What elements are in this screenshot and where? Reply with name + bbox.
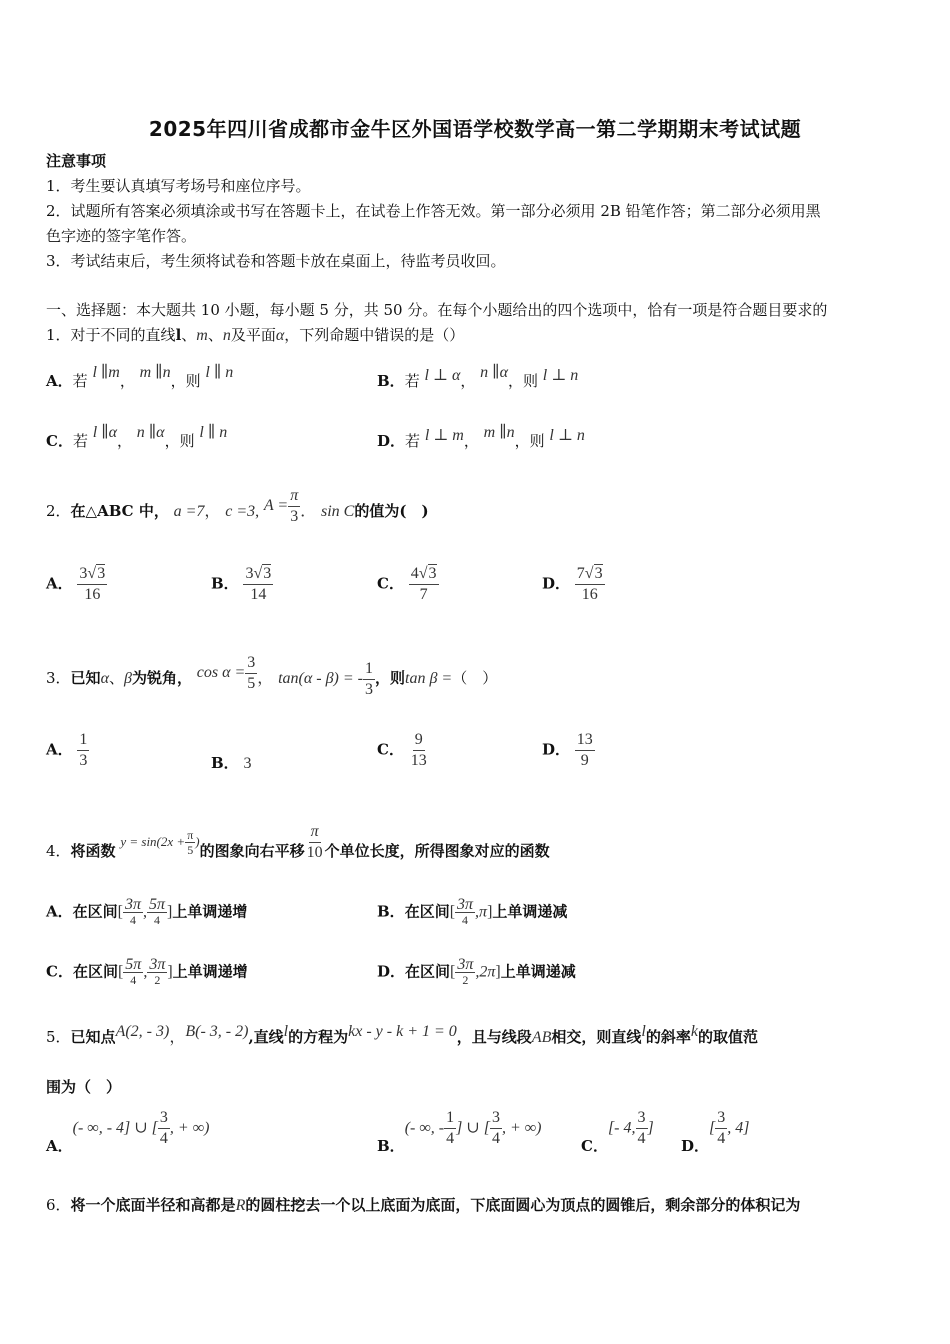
option-label: D． (542, 740, 571, 759)
math-expr: sin C (321, 503, 355, 520)
math-expr: l ∥α (92, 424, 117, 441)
option-text: 上单调递减 (500, 962, 576, 981)
q3-option-a[interactable] (46, 730, 89, 771)
q3-text: 已知 (70, 669, 101, 687)
math-expr: α (100, 670, 109, 687)
math-expr: R (235, 1197, 246, 1214)
option-text: 若 (72, 432, 88, 450)
math-expr: (- ∞, - 4] ∪ [ (72, 1119, 158, 1137)
option-text: 在区间 (72, 902, 118, 921)
option-label: D． (681, 1136, 710, 1155)
q1-option-b[interactable] (377, 364, 579, 395)
q2-option-c[interactable]: C． $\frac{4√3}{7}$ (377, 565, 437, 603)
frac-num: 3π (457, 956, 474, 973)
q4-text: 将函数 (70, 842, 116, 860)
question-5-stem: 5．已知点A(2, - 3)，B(- 3, - 2),直线l的方程为kx - y - k + 1 = 0，且与线段AB相交，则直线l的斜率k的取值范 (46, 1023, 758, 1046)
math-expr: A = (263, 497, 289, 514)
q2-option-d[interactable]: D． $\frac{7√3}{16}$ (542, 565, 603, 603)
q2-option-b[interactable]: B． $\frac{3√3}{14}$ (211, 565, 272, 603)
option-value: 3 (243, 755, 252, 772)
q4-number: 4． (46, 842, 71, 860)
frac-den: 4 (637, 1130, 646, 1147)
math-expr: l (283, 1023, 289, 1040)
option-text: 若 (404, 372, 420, 390)
q5-text: 的取值范 (697, 1028, 758, 1046)
option-text: ，则 (507, 372, 538, 390)
frac-num: 1 (444, 1108, 456, 1129)
frac-num: 3 (636, 1108, 648, 1129)
math-expr: l ∥ n (199, 424, 228, 441)
math-expr: n ∥α (136, 424, 165, 441)
frac-den: 4 (159, 1130, 168, 1147)
frac-num: 9 (413, 730, 425, 751)
math-expr: n ∥α (480, 364, 508, 381)
math-expr: l ⊥ α (424, 367, 461, 384)
q1-sep: 、 (207, 326, 223, 344)
math-expr: k (690, 1023, 698, 1040)
question-1-stem (46, 322, 464, 349)
frac-den: 5 (247, 674, 256, 692)
option-text: 在区间 (72, 962, 118, 981)
frac-num: 3 (715, 1108, 727, 1129)
q5-option-a[interactable] (46, 1108, 210, 1155)
q3-number: 3． (46, 669, 71, 687)
q5-option-d[interactable] (681, 1108, 750, 1155)
frac-num: 3π (149, 956, 166, 973)
notice-heading: 注意事项 (46, 152, 107, 170)
option-label: D． (377, 962, 406, 981)
math-expr: π (479, 903, 488, 921)
math-expr: c =3 (225, 503, 256, 520)
option-label: C． (377, 740, 404, 759)
q1-text: 对于不同的直线 (70, 326, 176, 344)
frac-coef: 7 (576, 565, 585, 582)
frac-den: 2 (154, 973, 161, 987)
q1-text: ，下列命题中错误的是（） (284, 326, 465, 344)
math-expr: kx - y - k + 1 = 0 (348, 1023, 457, 1040)
frac-den: 4 (491, 1130, 500, 1147)
punct: 、 (108, 669, 124, 687)
q5-text: ,直线 (248, 1028, 284, 1046)
q4-option-a[interactable]: A．在区间[ $\frac{3\pi}{4}$ , $\frac{5\pi}{4}$ ]上单调递增 (46, 896, 248, 927)
notice-item: 2．试题所有答案必须填涂或书写在答题卡上，在试卷上作答无效。第一部分必须用 2B 铅笔作答；第二部分必须用黑 (46, 202, 821, 220)
q1-sep: 、 (181, 326, 197, 344)
math-expr: [ (709, 1119, 716, 1137)
frac-num: π (288, 486, 300, 507)
option-label: A． (46, 740, 73, 759)
math-expr: ] ∪ [ (456, 1119, 490, 1137)
q5-text: 已知点 (70, 1028, 116, 1046)
frac-num: 3 (490, 1108, 502, 1129)
q3-text: 为锐角， (131, 669, 192, 687)
q1-l: l (175, 326, 182, 344)
frac-rad: 3 (97, 565, 106, 582)
frac-num: 3 (245, 653, 257, 674)
punct: ， (460, 372, 476, 390)
frac-den: 9 (580, 752, 589, 769)
math-expr: y = sin(2x + (120, 834, 186, 849)
option-label: C． (581, 1136, 608, 1155)
q5-text: ，且与线段 (456, 1028, 532, 1046)
q1-option-d[interactable] (377, 424, 585, 455)
q1-option-a[interactable] (46, 364, 234, 395)
q6-text: 的圆柱挖去一个以上底面为底面，下底面圆心为顶点的圆锥后，剩余部分的体积记为 (245, 1196, 801, 1214)
frac-den: 16 (84, 586, 101, 603)
frac-den: 4 (129, 913, 136, 927)
notice-item: 色字迹的签字笔作答。 (46, 227, 197, 245)
frac-rad: 3 (428, 565, 437, 582)
frac-den: 4 (130, 973, 137, 987)
q2-option-a[interactable]: A． $\frac{3√3}{16}$ (46, 565, 106, 603)
notice-item: 1．考生要认真填写考场号和座位序号。 (46, 177, 311, 195)
q5-number: 5． (46, 1028, 71, 1046)
math-expr: l ∥m (92, 364, 120, 381)
question-6-stem (46, 1192, 800, 1219)
math-expr: l ⊥ m (424, 427, 464, 444)
option-label: A． (46, 574, 73, 593)
frac-den: 13 (410, 752, 427, 769)
frac-num: 5π (149, 896, 166, 913)
q1-option-c[interactable] (46, 424, 228, 455)
option-label: D． (377, 432, 406, 450)
q2-text: 的值为( ) (354, 502, 429, 520)
question-4-stem (46, 815, 550, 877)
option-text: 若 (72, 372, 88, 390)
frac-den: 7 (419, 586, 428, 603)
frac-rad: 3 (594, 565, 603, 582)
math-expr: [- 4, (607, 1119, 636, 1137)
frac-den: 3 (79, 752, 88, 769)
frac-coef: 3 (245, 565, 254, 582)
option-text: 上单调递增 (172, 962, 248, 981)
q3-option-b[interactable] (211, 750, 251, 777)
math-expr: m ∥n (139, 364, 171, 381)
frac-num: 5π (125, 956, 142, 973)
option-label: C． (46, 962, 73, 981)
q3-option-c[interactable] (377, 730, 429, 771)
frac-den: 4 (154, 913, 160, 927)
frac-den: 2 (462, 973, 469, 987)
notice-item: 3．考试结束后，考生须将试卷和答题卡放在桌面上，待监考员收回。 (46, 252, 506, 270)
math-expr: cos α = (196, 664, 246, 681)
q3-text: ，则 (375, 669, 406, 687)
q6-number: 6． (46, 1196, 71, 1214)
q5-text: 的方程为 (288, 1028, 349, 1046)
option-text: ，则 (514, 432, 545, 450)
q6-text: 将一个底面半径和高都是 (70, 1196, 236, 1214)
frac-den: 4 (446, 1130, 455, 1147)
option-label: A． (46, 902, 73, 921)
q1-alpha: α (275, 327, 285, 344)
frac-den: 3 (290, 507, 299, 525)
q1-m: m (196, 327, 208, 344)
math-expr: , 4] (727, 1119, 750, 1137)
frac-num: 3π (457, 896, 474, 913)
math-expr: , + ∞) (501, 1119, 542, 1137)
frac-num: π (187, 827, 194, 842)
frac-den: 5 (187, 842, 194, 857)
page-title: 2025年四川省成都市金牛区外国语学校数学高一第二学期期末考试试题 (148, 117, 802, 141)
q5-text: 的斜率 (645, 1028, 691, 1046)
q5-stem-line2: 围为（ ） (46, 1078, 122, 1096)
frac-num: 1 (363, 659, 375, 680)
option-text: 若 (405, 432, 421, 450)
option-label: B． (377, 372, 405, 390)
math-expr: tan(α - β) = - (278, 670, 363, 687)
frac-num: 3 (158, 1108, 170, 1129)
q3-option-d[interactable] (542, 730, 595, 771)
option-label: B． (377, 902, 405, 921)
frac-den: 14 (250, 586, 267, 603)
q1-n: n (222, 327, 231, 344)
q5-option-c[interactable] (581, 1108, 654, 1155)
frac-rad: 3 (263, 565, 272, 582)
q4-text: 的图象向右平移 (199, 842, 305, 860)
option-text: 上单调递增 (172, 902, 248, 921)
q3-text: （ ） (452, 669, 498, 687)
option-text: ，则 (170, 372, 201, 390)
q4-option-b[interactable]: B．在区间[ $\frac{3\pi}{4}$ ,π]上单调递减 (377, 896, 568, 927)
frac-num: 13 (575, 730, 595, 751)
option-text: ，则 (164, 432, 195, 450)
math-expr: m ∥n (483, 424, 515, 441)
punct: ， (116, 432, 132, 450)
punct: ， (463, 432, 479, 450)
q2-text: 在△ABC 中， (70, 502, 169, 520)
frac-den: 4 (717, 1130, 726, 1147)
q1-text: 及平面 (230, 326, 276, 344)
q4-text: 个单位长度，所得图象对应的函数 (324, 842, 550, 860)
section-heading: 一、选择题：本大题共 10 小题，每小题 5 分，共 50 分。在每个小题给出的四个选项中，恰有一项是符合题目要求的 (46, 301, 828, 319)
option-text: 上单调递减 (492, 902, 568, 921)
math-expr: 2π (479, 963, 496, 981)
math-expr: l ⊥ n (549, 427, 585, 444)
option-text: 在区间 (405, 962, 451, 981)
frac-coef: 4 (410, 565, 419, 582)
frac-den: 10 (306, 843, 323, 861)
math-expr: ) (195, 834, 200, 849)
frac-den: 4 (462, 913, 469, 927)
math-expr: l (641, 1023, 646, 1040)
question-2-stem: 2．在△ABC 中， a =7， c =3, A = $\frac{\pi}{3}$ ． sin C的值为( ) (46, 486, 429, 525)
math-expr: B(- 3, - 2) (185, 1023, 249, 1040)
q4-option-d[interactable]: D．在区间[ $\frac{3\pi}{2}$ ,2π]上单调递减 (377, 956, 576, 987)
q4-option-c[interactable]: C．在区间[ $\frac{5\pi}{4}$ , $\frac{3\pi}{2}$ ]上单调递增 (46, 956, 248, 987)
math-expr: tan β = (405, 670, 453, 687)
option-label: C． (377, 574, 404, 593)
q5-text: 相交，则直线 (551, 1028, 642, 1046)
option-label: B． (377, 1136, 405, 1155)
frac-num: 1 (77, 730, 89, 751)
option-label: D． (542, 574, 571, 593)
math-expr: l ⊥ n (542, 367, 579, 384)
q5-option-b[interactable] (377, 1108, 542, 1155)
math-expr: , + ∞) (169, 1119, 210, 1137)
q2-number: 2． (46, 502, 71, 520)
frac-num: 3π (124, 896, 141, 913)
math-expr: a =7 (173, 503, 205, 520)
punct: ， (119, 372, 135, 390)
frac-den: 16 (581, 586, 598, 603)
option-label: B． (211, 754, 239, 772)
math-expr: A(2, - 3) (115, 1023, 170, 1040)
option-label: B． (211, 574, 239, 593)
math-expr: β (123, 670, 132, 687)
math-expr: ] (647, 1119, 654, 1137)
option-label: C． (46, 432, 73, 450)
option-label: A． (46, 372, 73, 390)
option-text: 在区间 (404, 902, 450, 921)
math-expr: (- ∞, - (404, 1119, 445, 1137)
option-label: A． (46, 1136, 73, 1155)
math-expr: AB (531, 1029, 552, 1046)
question-3-stem: 3．已知α、β为锐角， cos α = $\frac{3}{5}$ ， tan(α - β) = - $\frac{1}{3}$ ，则tan β =（ ） (46, 653, 498, 698)
math-expr: l ∥ n (205, 364, 234, 381)
frac-num: π (309, 822, 321, 843)
frac-den: 3 (365, 680, 373, 698)
frac-coef: 3 (79, 565, 88, 582)
q1-number: 1． (46, 326, 71, 344)
